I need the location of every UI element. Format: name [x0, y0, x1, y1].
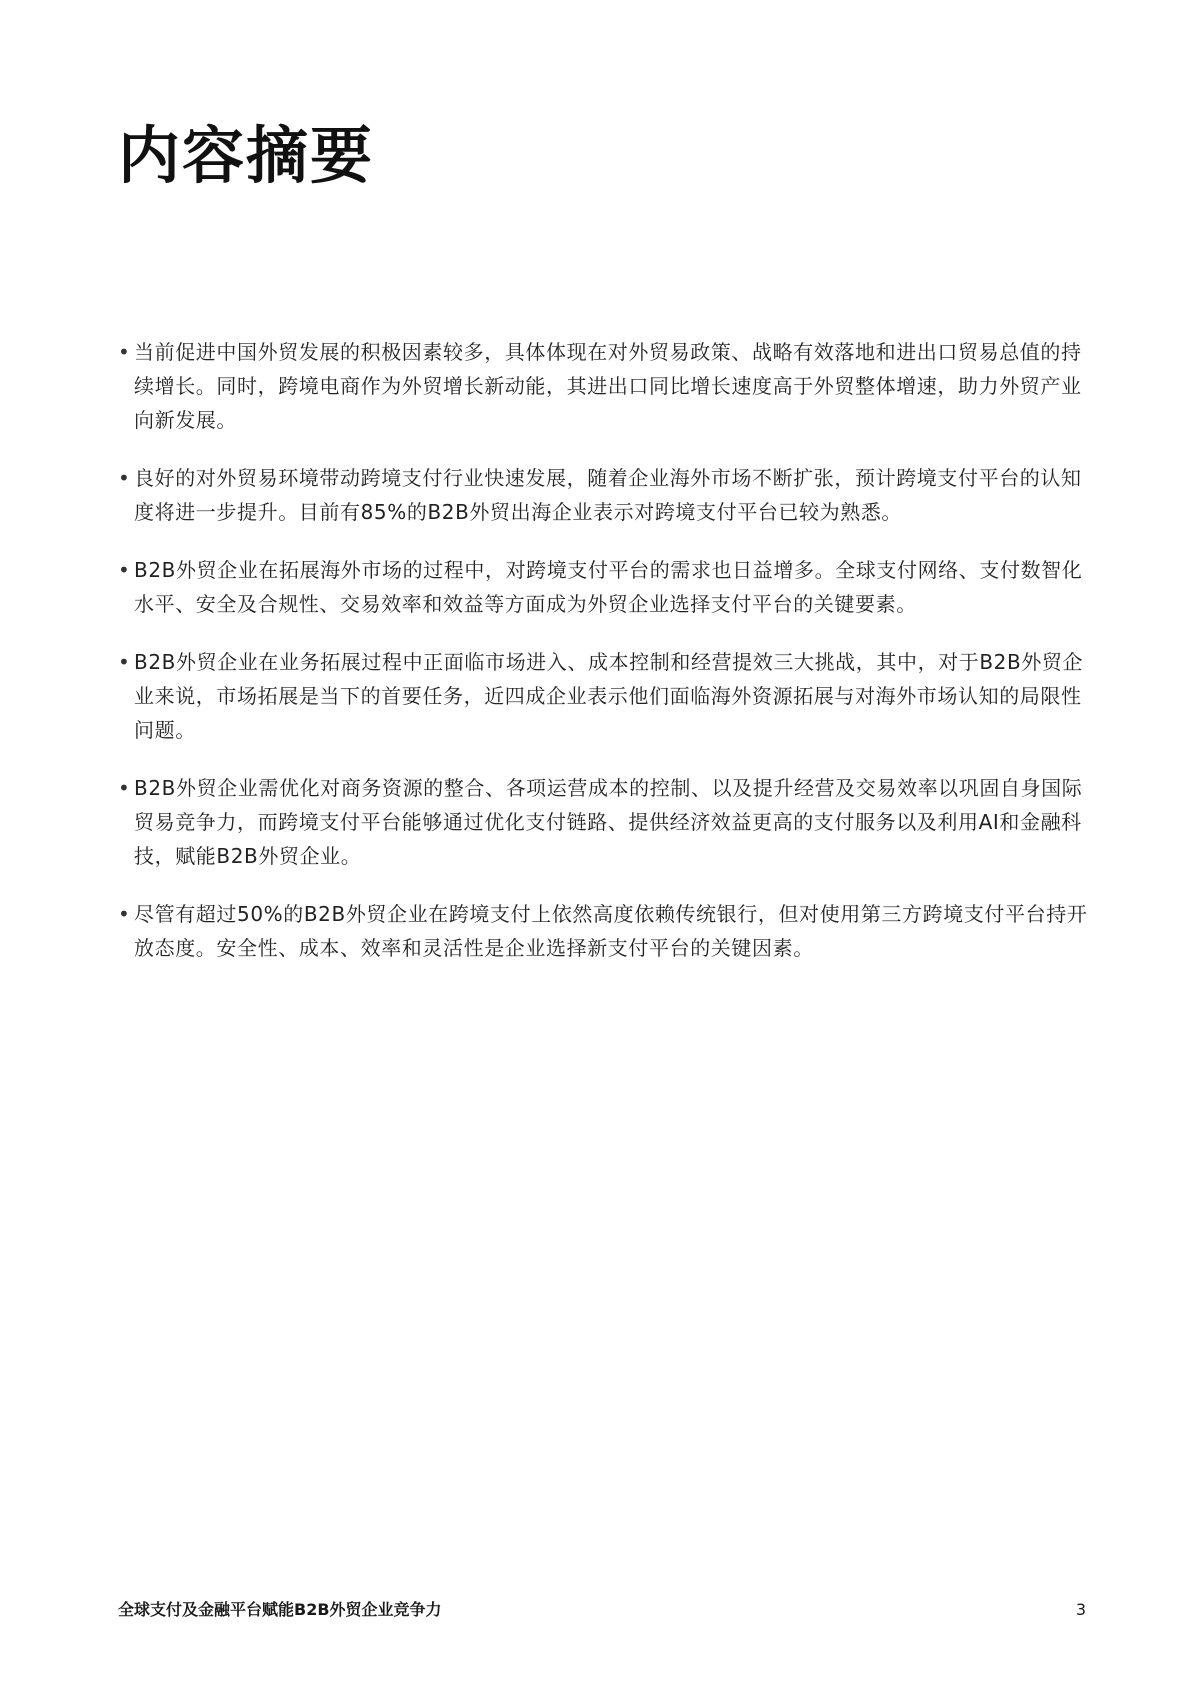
summary-item	[118, 335, 1088, 437]
summary-item	[118, 461, 1088, 529]
summary-item	[118, 897, 1088, 965]
footer-report-title: 全球支付及金融平台赋能B2B外贸企业竞争力	[118, 1600, 442, 1619]
summary-text: B2B外贸企业在业务拓展过程中正面临市场进入、成本控制和经营提效三大挑战，其中，对于B2B外贸企业来说，市场拓展是当下的首要任务，近四成企业表示他们面临海外资源拓展与对海外市场认知的局限性问题。	[134, 650, 1084, 742]
page-title: 内容摘要	[118, 119, 375, 192]
summary-text: 良好的对外贸易环境带动跨境支付行业快速发展，随着企业海外市场不断扩张，预计跨境支付平台的认知度将进一步提升。目前有85%的B2B外贸出海企业表示对跨境支付平台已较为熟悉。	[134, 466, 1082, 524]
summary-text: 尽管有超过50%的B2B外贸企业在跨境支付上依然高度依赖传统银行，但对使用第三方跨境支付平台持开放态度。安全性、成本、效率和灵活性是企业选择新支付平台的关键因素。	[134, 902, 1088, 960]
bullet-icon: •	[118, 776, 131, 800]
summary-list	[118, 335, 1088, 989]
summary-item	[118, 553, 1088, 621]
summary-item	[118, 645, 1088, 747]
bullet-icon: •	[118, 466, 131, 490]
summary-text: 当前促进中国外贸发展的积极因素较多，具体体现在对外贸易政策、战略有效落地和进出口贸易总值的持续增长。同时，跨境电商作为外贸增长新动能，其进出口同比增长速度高于外贸整体增速，助力外贸产业向新发展。	[134, 340, 1082, 432]
bullet-icon: •	[118, 558, 131, 582]
bullet-icon: •	[118, 650, 131, 674]
summary-text: B2B外贸企业在拓展海外市场的过程中，对跨境支付平台的需求也日益增多。全球支付网络、支付数智化水平、安全及合规性、交易效率和效益等方面成为外贸企业选择支付平台的关键要素。	[134, 558, 1083, 616]
bullet-icon: •	[118, 902, 131, 926]
summary-text: B2B外贸企业需优化对商务资源的整合、各项运营成本的控制、以及提升经营及交易效率以巩固自身国际贸易竞争力，而跨境支付平台能够通过优化支付链路、提供经济效益更高的支付服务以及利用AI和金融科技，赋能B2B外贸企业。	[134, 776, 1083, 868]
summary-item	[118, 771, 1088, 873]
bullet-icon: •	[118, 340, 131, 364]
page-number: 3	[1075, 1600, 1086, 1619]
